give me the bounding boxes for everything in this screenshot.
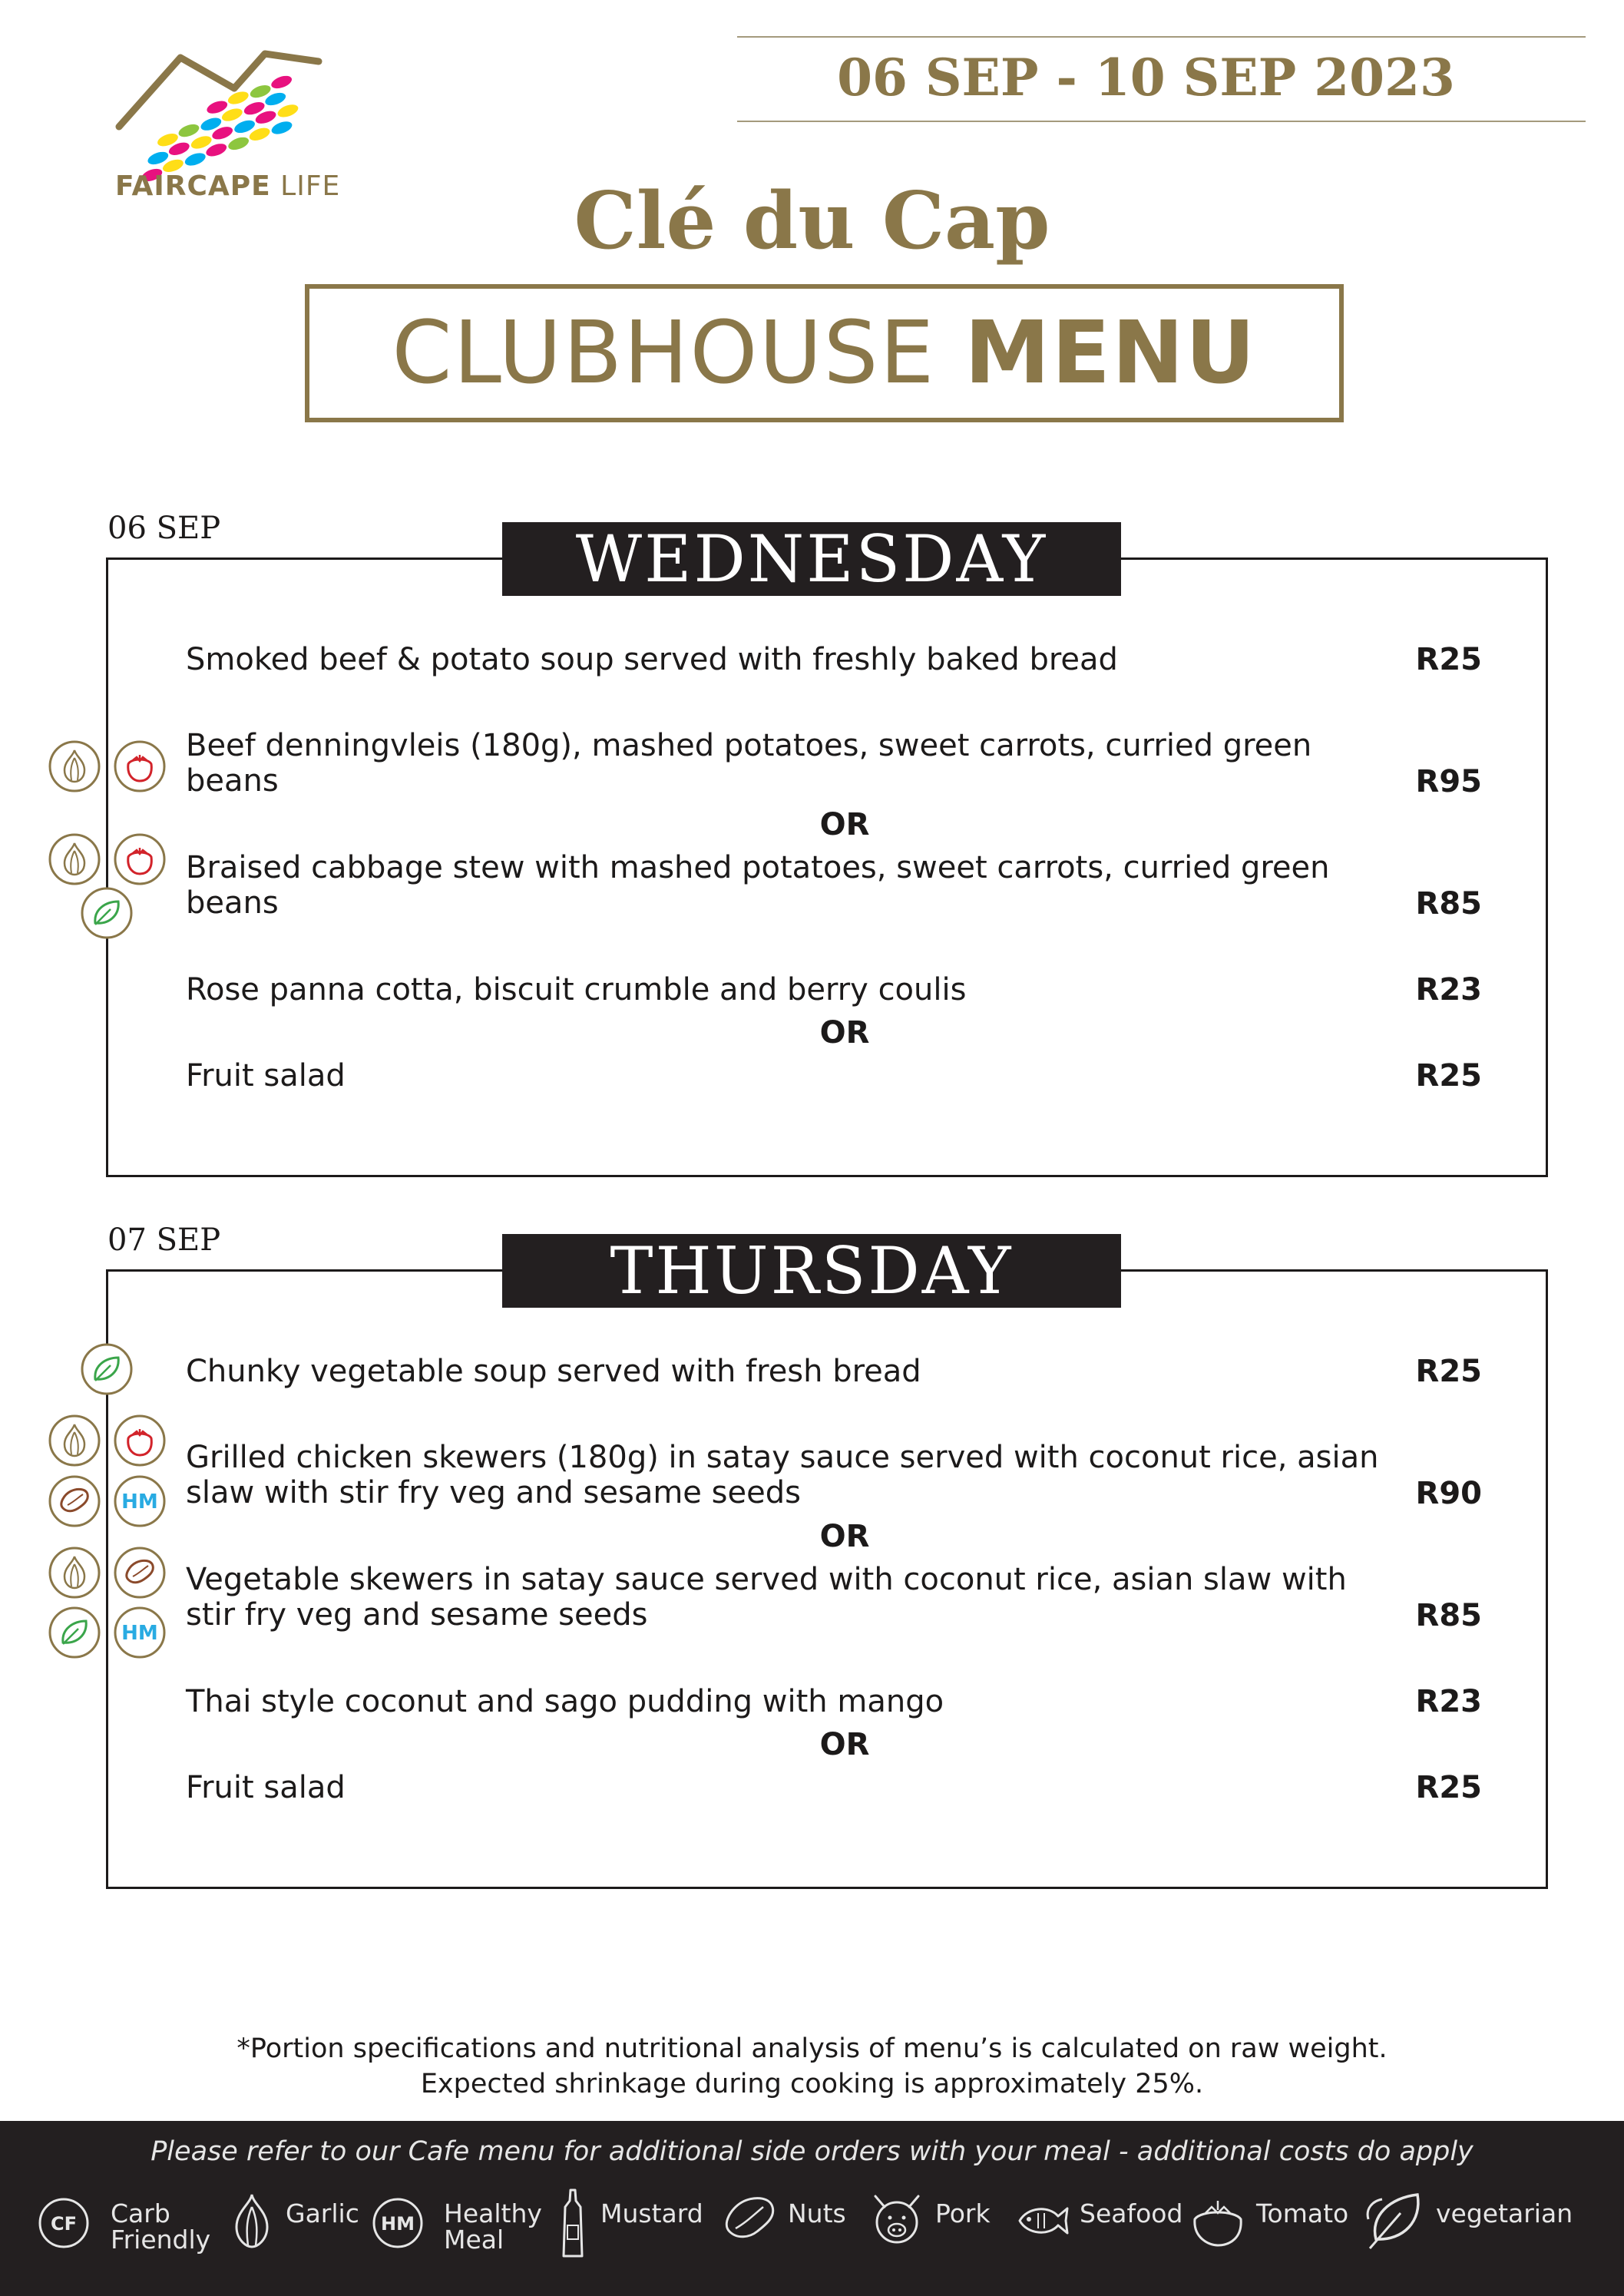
tomato-icon	[113, 739, 167, 793]
menu-item: Thai style coconut and sago pudding with mango	[186, 1684, 944, 1719]
garlic-icon	[227, 2190, 276, 2251]
logo-text: FAIRCAPE LIFE	[115, 170, 341, 202]
day-date-thursday: 07 SEP	[107, 1222, 221, 1258]
menu-item-price: R90	[1415, 1476, 1482, 1511]
portion-note-line1: *Portion specifications and nutritional analysis of menu’s is calculated on raw weight.	[236, 2033, 1388, 2064]
menu-item: Grilled chicken skewers (180g) in satay sauce served with coconut rice, asian slaw with stir fry veg and sesame seeds	[186, 1440, 1379, 1510]
svg-text:HM: HM	[381, 2213, 415, 2235]
day-date-wednesday: 06 SEP	[107, 511, 221, 546]
legend-nuts: Nuts	[788, 2198, 846, 2228]
menu-item-price: R25	[1415, 1058, 1482, 1093]
garlic-icon	[48, 1546, 101, 1600]
or-separator: OR	[819, 807, 870, 842]
mustard-icon	[557, 2187, 588, 2261]
garlic-icon	[48, 739, 101, 793]
date-rule-bottom	[737, 121, 1586, 122]
date-rule-top	[737, 36, 1586, 38]
menu-title: CLUBHOUSE MENU	[305, 284, 1344, 422]
menu-item: Chunky vegetable soup served with fresh bread	[186, 1354, 921, 1389]
garlic-icon	[48, 832, 101, 886]
healthy-meal-icon	[113, 1606, 167, 1659]
garlic-icon	[48, 1414, 101, 1467]
vegetarian-icon	[48, 1606, 101, 1659]
menu-item-price: R95	[1415, 764, 1482, 799]
svg-text:CF: CF	[50, 2213, 78, 2235]
legend-seafood: Seafood	[1080, 2198, 1183, 2228]
vegetarian-icon	[80, 886, 134, 940]
vegetarian-icon	[1362, 2185, 1430, 2253]
menu-item-price: R23	[1415, 1684, 1482, 1719]
or-separator: OR	[819, 1519, 870, 1554]
legend-carb-friendly: Carb Friendly	[111, 2198, 211, 2255]
menu-item-price: R85	[1415, 886, 1482, 921]
legend-healthy-meal: Healthy Meal	[444, 2198, 542, 2255]
pork-icon	[868, 2188, 926, 2250]
legend-garlic: Garlic	[286, 2198, 359, 2228]
venue-name: Clé du Cap	[574, 175, 1050, 267]
legend-vegetarian: vegetarian	[1436, 2198, 1573, 2228]
tomato-icon	[113, 832, 167, 886]
menu-item-price: R85	[1415, 1598, 1482, 1633]
menu-item-price: R25	[1415, 1354, 1482, 1389]
legend-mustard: Mustard	[600, 2198, 703, 2228]
nuts-icon	[113, 1546, 167, 1600]
or-separator: OR	[819, 1727, 870, 1762]
menu-item: Fruit salad	[186, 1058, 346, 1093]
seafood-icon	[1012, 2190, 1073, 2251]
menu-item: Braised cabbage stew with mashed potatoes, sweet carrots, curried green beans	[186, 850, 1330, 921]
healthy-meal-icon	[371, 2196, 425, 2250]
menu-item: Beef denningvleis (180g), mashed potatoes, sweet carrots, curried green beans	[186, 728, 1312, 799]
menu-item-price: R23	[1415, 972, 1482, 1007]
legend-tomato: Tomato	[1256, 2198, 1349, 2228]
or-separator: OR	[819, 1015, 870, 1050]
menu-item: Fruit salad	[186, 1770, 346, 1805]
menu-item-price: R25	[1415, 1770, 1482, 1805]
menu-item: Rose panna cotta, biscuit crumble and berry coulis	[186, 972, 967, 1007]
day-banner-wednesday: WEDNESDAY	[502, 522, 1121, 596]
menu-item-price: R25	[1415, 642, 1482, 677]
date-range: 06 SEP - 10 SEP 2023	[837, 48, 1455, 108]
legend-pork: Pork	[935, 2198, 991, 2228]
vegetarian-icon	[80, 1342, 134, 1396]
portion-note-line2: Expected shrinkage during cooking is approximately 25%.	[420, 2069, 1204, 2099]
carb-friendly-icon	[37, 2196, 91, 2250]
tomato-icon	[113, 1414, 167, 1467]
menu-item: Smoked beef & potato soup served with freshly baked bread	[186, 642, 1118, 677]
day-banner-thursday: THURSDAY	[502, 1234, 1121, 1308]
menu-item: Vegetable skewers in satay sauce served with coconut rice, asian slaw with stir fry veg and sesame seeds	[186, 1562, 1347, 1633]
portion-note	[0, 2031, 1624, 2102]
cafe-note: Please refer to our Cafe menu for additional side orders with your meal - additional costs do apply	[150, 2136, 1474, 2167]
nuts-icon	[719, 2188, 780, 2250]
tomato-icon	[1187, 2190, 1249, 2251]
